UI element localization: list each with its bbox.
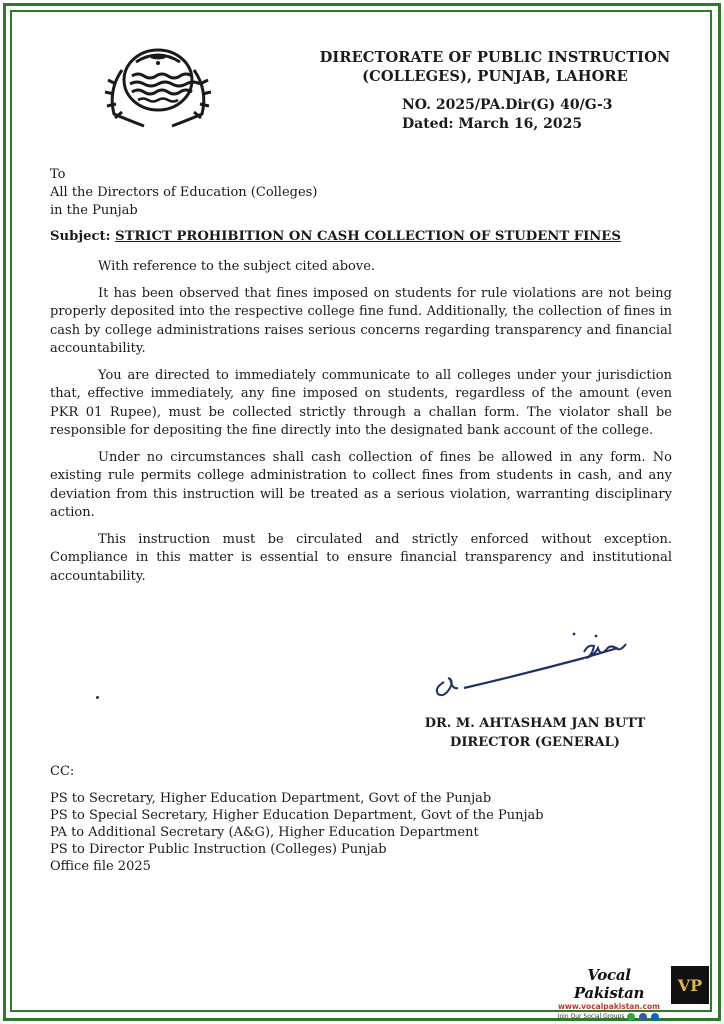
signer-block bbox=[400, 714, 670, 752]
cc-item: PS to Secretary, Higher Education Department, Govt of the Punjab bbox=[50, 791, 492, 806]
cc-item: PS to Special Secretary, Higher Education Department, Govt of the Punjab bbox=[50, 808, 544, 823]
watermark-join bbox=[550, 1012, 668, 1021]
watermark-join-text: Join Our Social Groups bbox=[557, 1013, 625, 1020]
body-paragraph-5: This instruction must be circulated and strictly enforced without exception. Compliance in this matter is essential to ensure financial transparency and institutional accountability. bbox=[50, 531, 672, 584]
body-paragraph-3: You are directed to immediately communicate to all colleges under your jurisdiction that, effective immediately, any fine imposed on students, regardless of the amount (even PKR 01 Rupee), must be collected strictly through a challan form. The violator shall be responsible for depositing the fine directly into the designated bank account of the college. bbox=[50, 367, 672, 438]
handwritten-signature bbox=[424, 626, 660, 706]
subject-text: STRICT PROHIBITION ON CASH COLLECTION OF STUDENT FINES bbox=[115, 229, 621, 244]
watermark-logo: VP bbox=[671, 966, 709, 1004]
addressee-line1: All the Directors of Education (Colleges) bbox=[50, 185, 318, 200]
cc-label: CC: bbox=[50, 764, 75, 779]
letterhead bbox=[300, 48, 690, 86]
letter-body bbox=[50, 258, 672, 594]
org-name-line1: DIRECTORATE OF PUBLIC INSTRUCTION bbox=[319, 49, 671, 66]
cc-item: PS to Director Public Instruction (Colleges) Punjab bbox=[50, 842, 387, 857]
letter-date: Dated: March 16, 2025 bbox=[402, 116, 583, 132]
subject-line bbox=[50, 229, 621, 244]
addressee-line2: in the Punjab bbox=[50, 203, 138, 218]
punjab-emblem-logo bbox=[92, 40, 224, 132]
cc-item: Office file 2025 bbox=[50, 859, 151, 874]
addressee-block bbox=[50, 166, 317, 220]
whatsapp-icon bbox=[627, 1013, 635, 1021]
body-paragraph-4: Under no circumstances shall cash collection of fines be allowed in any form. No existing rule permits college administration to collect fines from students in cash, and any deviation from this instruction will be treated as a serious violation, warranting disciplinary action. bbox=[50, 449, 672, 520]
signer-title: DIRECTOR (GENERAL) bbox=[450, 735, 620, 750]
facebook-icon bbox=[639, 1013, 647, 1021]
signer-name: DR. M. AHTASHAM JAN BUTT bbox=[424, 716, 646, 731]
org-name-line2: (COLLEGES), PUNJAB, LAHORE bbox=[362, 68, 628, 85]
watermark-title: Vocal Pakistan bbox=[573, 966, 645, 1002]
watermark-block bbox=[550, 966, 668, 1021]
linkedin-icon bbox=[651, 1013, 659, 1021]
reference-number: NO. 2025/PA.Dir(G) 40/G-3 bbox=[402, 97, 613, 113]
stray-mark bbox=[96, 696, 99, 699]
reference-block bbox=[402, 96, 613, 134]
body-paragraph-1: With reference to the subject cited above. bbox=[98, 259, 376, 274]
cc-list bbox=[50, 790, 544, 875]
addressee-to: To bbox=[50, 167, 66, 182]
subject-label: Subject: bbox=[50, 229, 111, 244]
cc-item: PA to Additional Secretary (A&G), Higher Education Department bbox=[50, 825, 479, 840]
body-paragraph-2: It has been observed that fines imposed on students for rule violations are not being properly deposited into the respective college fine fund. Additionally, the collection of fines in cash by college administrations raises serious concerns regarding transparency and financial accountability. bbox=[50, 285, 672, 356]
watermark-url: www.vocalpakistan.com bbox=[558, 1002, 660, 1011]
